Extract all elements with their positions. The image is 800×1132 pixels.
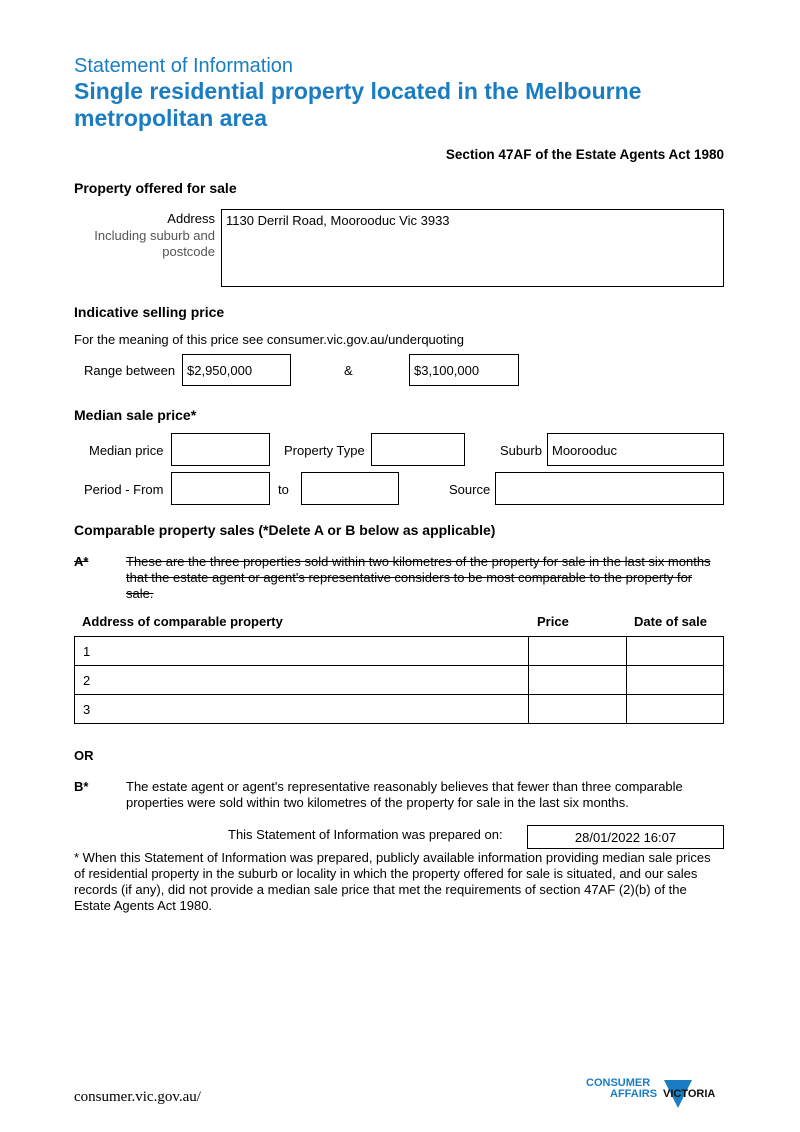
row-price-cell[interactable] [529, 637, 627, 666]
range-label: Range between [84, 363, 176, 378]
median-price-field[interactable] [171, 433, 270, 466]
suburb-field[interactable] [547, 433, 724, 466]
row-number: 3 [83, 701, 91, 717]
period-from-field[interactable] [171, 472, 270, 505]
row-number: 2 [83, 672, 91, 688]
range-amp: & [344, 363, 353, 378]
row-date-cell[interactable] [627, 666, 724, 695]
col-address-header: Address of comparable property [82, 614, 283, 629]
footer-url[interactable]: consumer.vic.gov.au/ [74, 1089, 201, 1105]
comparable-table [74, 636, 724, 724]
price-low-field[interactable] [182, 354, 291, 386]
row-address-cell[interactable] [75, 695, 529, 724]
median-heading: Median sale price* [74, 407, 197, 423]
price-meaning-note: For the meaning of this price see consumer.vic.gov.au/underquoting [74, 332, 464, 347]
comparable-heading: Comparable property sales (*Delete A or B below as applicable) [74, 522, 496, 538]
consumer-affairs-victoria-logo [586, 1074, 726, 1114]
logo-text-victoria: VICTORIA [663, 1088, 716, 1100]
prepared-label: This Statement of Information was prepared on: [228, 827, 503, 842]
address-value: 1130 Derril Road, Moorooduc Vic 3933 [226, 213, 450, 228]
source-field[interactable] [495, 472, 724, 505]
table-row [75, 666, 724, 695]
prepared-date-value: 28/01/2022 16:07 [574, 830, 677, 845]
suburb-label: Suburb [500, 443, 542, 458]
or-separator: OR [74, 748, 94, 763]
property-heading: Property offered for sale [74, 180, 237, 196]
option-a-marker: A* [74, 554, 89, 569]
address-field[interactable] [221, 209, 724, 287]
period-to-label: to [278, 482, 289, 497]
option-b-marker: B* [74, 779, 89, 794]
col-date-header: Date of sale [634, 614, 707, 629]
prepared-date-field[interactable] [527, 825, 724, 849]
row-number: 1 [83, 643, 91, 659]
row-price-cell[interactable] [529, 695, 627, 724]
logo-graphic [586, 1074, 726, 1114]
logo-text-consumer: CONSUMER [586, 1077, 651, 1089]
address-hint: Including suburb and postcode [94, 228, 215, 259]
price-high-field[interactable] [409, 354, 519, 386]
property-type-field[interactable] [371, 433, 465, 466]
logo-text-affairs: AFFAIRS [610, 1088, 658, 1100]
price-low-value: $2,950,000 [187, 363, 253, 378]
table-row [75, 695, 724, 724]
document-title: Single residential property located in the Melbourne metropolitan area [74, 78, 642, 131]
option-b-text: The estate agent or agent's representative reasonably believes that fewer than three comparable properties were sold within two kilometres of the property for sale in the last six months. [126, 779, 683, 810]
document-kicker: Statement of Information [74, 55, 294, 77]
period-from-label: Period - From [84, 482, 164, 497]
col-price-header: Price [537, 614, 569, 629]
footnote: * When this Statement of Information was prepared, publicly available information providing median sale prices of residential property in the suburb or locality in which the property offered for sale is situated, and our sales records (if any), did not provide a median sale price that met the requirements of section 47AF (2)(b) of the Estate Agents Act 1980. [74, 850, 711, 913]
property-type-label: Property Type [284, 443, 365, 458]
row-address-cell[interactable] [75, 637, 529, 666]
period-to-field[interactable] [301, 472, 399, 505]
median-price-label: Median price [89, 443, 164, 458]
table-row [75, 637, 724, 666]
price-high-value: $3,100,000 [414, 363, 480, 378]
address-label: Address [167, 211, 215, 226]
row-price-cell[interactable] [529, 666, 627, 695]
act-reference: Section 47AF of the Estate Agents Act 1980 [445, 147, 724, 162]
suburb-value: Moorooduc [552, 443, 618, 458]
option-a-text: These are the three properties sold within two kilometres of the property for sale in the last six months that the estate agent or agent's representative considers to be most comparable to the property for sale. [126, 554, 711, 601]
row-date-cell[interactable] [627, 637, 724, 666]
row-date-cell[interactable] [627, 695, 724, 724]
row-address-cell[interactable] [75, 666, 529, 695]
source-label: Source [449, 482, 491, 497]
indicative-heading: Indicative selling price [74, 304, 225, 320]
